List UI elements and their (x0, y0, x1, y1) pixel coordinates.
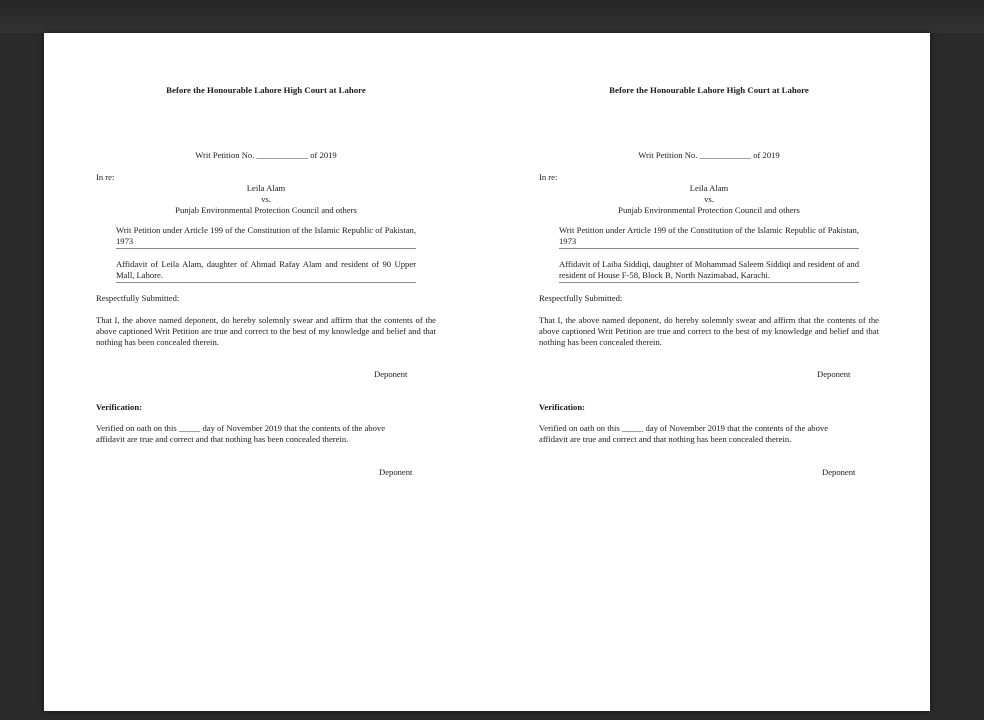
respondent-name: Punjab Environmental Protection Council and others (175, 204, 357, 215)
writ-petition-line: Writ Petition under Article 199 of the Constitution of the Islamic Republic of Pakistan, 1973 (116, 225, 416, 249)
page-right (539, 33, 879, 711)
respectfully-submitted: Respectfully Submitted: (96, 293, 180, 303)
deponent-signature-1: Deponent (374, 369, 408, 379)
parties-block (96, 183, 436, 215)
deponent-signature-1: Deponent (817, 369, 851, 379)
court-heading: Before the Honourable Lahore High Court at Lahore (166, 85, 366, 95)
petition-number: Writ Petition No. ____________ of 2019 (195, 150, 337, 160)
document-sheet (44, 33, 930, 711)
verification-text: Verified on oath on this _____ day of November 2019 that the contents of the above affidavit are true and correct and that nothing has been concealed therein. (96, 423, 386, 444)
respectfully-submitted: Respectfully Submitted: (539, 293, 623, 303)
verification-heading: Verification: (96, 402, 142, 412)
verification-text: Verified on oath on this _____ day of November 2019 that the contents of the above affidavit are true and correct and that nothing has been concealed therein. (539, 423, 829, 444)
deponent-signature-2: Deponent (379, 467, 413, 477)
deponent-signature-2: Deponent (822, 467, 856, 477)
page-left (96, 33, 436, 711)
oath-paragraph: That I, the above named deponent, do hereby solemnly swear and affirm that the contents of the above captioned Writ Petition are true and correct to the best of my knowledge and belief and that nothing has been concealed therein. (96, 315, 436, 347)
in-re-label: In re: (96, 172, 115, 182)
affidavit-line: Affidavit of Laiba Siddiqi, daughter of Mohammad Saleem Siddiqi and resident of and resident of House F-58, Block B, North Nazimabad, Karachi. (559, 259, 859, 283)
affidavit-line: Affidavit of Leila Alam, daughter of Ahmad Rafay Alam and resident of 90 Upper Mall, Lahore. (116, 259, 416, 283)
versus-label: vs. (704, 193, 714, 204)
versus-label: vs. (261, 193, 271, 204)
parties-block (539, 183, 879, 215)
petitioner-name: Leila Alam (689, 183, 729, 193)
court-heading: Before the Honourable Lahore High Court at Lahore (609, 85, 809, 95)
verification-heading: Verification: (539, 402, 585, 412)
viewer-top-bar (0, 0, 984, 33)
in-re-label: In re: (539, 172, 558, 182)
oath-paragraph: That I, the above named deponent, do hereby solemnly swear and affirm that the contents of the above captioned Writ Petition are true and correct to the best of my knowledge and belief and that nothing has been concealed therein. (539, 315, 879, 347)
petition-number: Writ Petition No. ____________ of 2019 (638, 150, 780, 160)
writ-petition-line: Writ Petition under Article 199 of the Constitution of the Islamic Republic of Pakistan, 1973 (559, 225, 859, 249)
respondent-name: Punjab Environmental Protection Council and others (618, 204, 800, 215)
petitioner-name: Leila Alam (246, 183, 286, 193)
